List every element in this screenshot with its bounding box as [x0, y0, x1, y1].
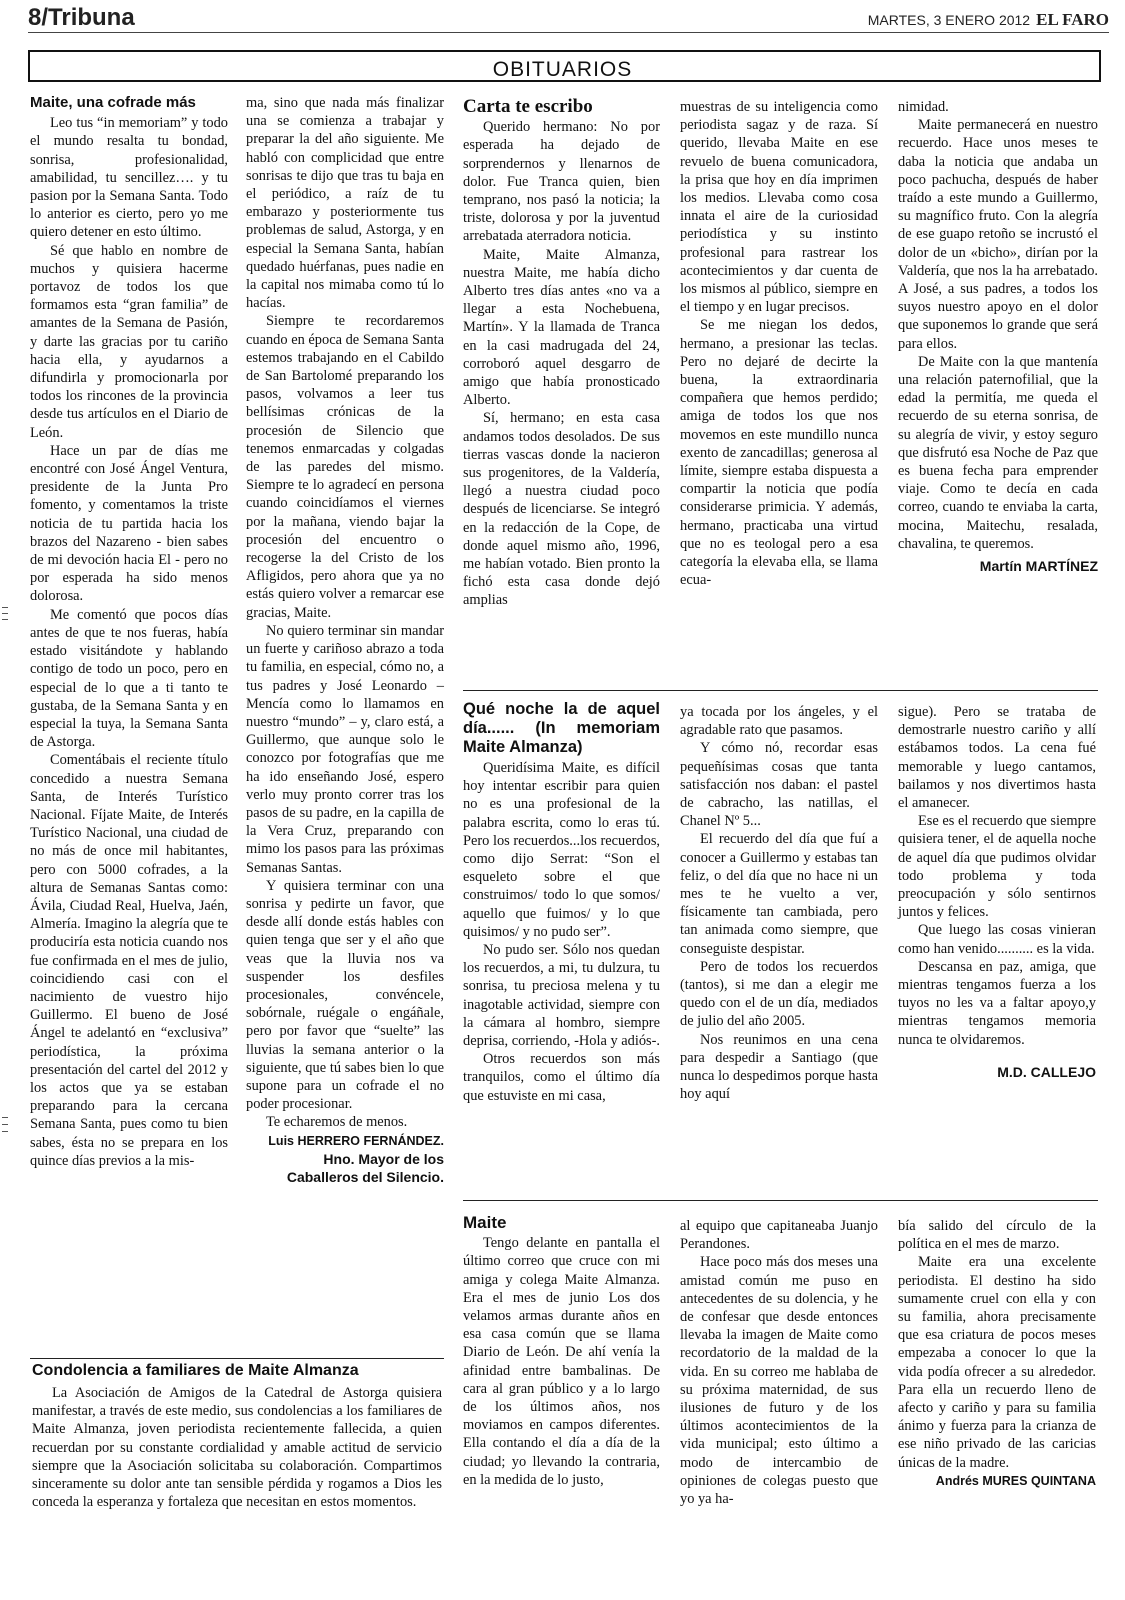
- paragraph: Tengo delante en pantalla el último correo que cruce con mi amiga y colega Maite Almanza. Era el mes de junio Los dos velamos armas durante años en esa casa común que se llama Diario de León. De ahí venía la afinidad entre bambalinas. De cara al gran público y a lo largo de los últimos años, nos moviamos en campos diferentes. Ella contando el día a día de la ciudad; yo llevando la contraria, en la medida de lo justo,: [463, 1235, 660, 1488]
- condolence-title: Condolencia a familiares de Maite Almanza: [32, 1362, 359, 1379]
- paragraph: muestras de su inteligencia como periodista sagaz y de raza. Sí querido, llevaba Maite en ese revuelo de buena comunicadora, la prisa que hoy en día imprimen los medios. Llevaba como cosa innata el aire de la curiosidad periodística y su instinto profesional para rastrear los acontecimientos y dar cuenta de los mismos al público, siempre en el tiempo y en lugar precisos.: [680, 99, 878, 316]
- article-2-col-2: [680, 98, 878, 589]
- paragraph: Hace un par de días me encontré con José Ángel Ventura, presidente de la Junta Pro fomento, y comentamos la triste noticia de tu partida hacia los brazos del Nazareno - bien sabes de mi devoción hacia El - pero no por esperada ha sido menos dolorosa.: [30, 442, 228, 605]
- article-3-signature: M.D. CALLEJO: [997, 1063, 1096, 1080]
- paragraph: Me comentó que pocos días antes de que te nos fueras, había estado visitándote y hablando contigo de todo un poco, pero en especial de lo que a ti tanto te gustaba, de la Semana Santa y en especial la tuya, la Semana Santa de Astorga.: [30, 606, 228, 751]
- divider: [463, 1200, 1098, 1201]
- article-3-title: Qué noche la de aquel día...... (In memoriam Maite Almanza): [463, 700, 660, 756]
- margin-mark: [2, 619, 8, 620]
- issue-date: MARTES, 3 ENERO 2012: [867, 12, 1031, 28]
- margin-mark: [2, 607, 8, 608]
- article-4-signature: Andrés MURES QUINTANA: [935, 1473, 1096, 1488]
- page-dateline: [868, 10, 1109, 30]
- article-1-col-1: [30, 94, 228, 1170]
- condolence-body: [32, 1384, 442, 1511]
- paragraph: Te echaremos de menos.: [266, 1114, 408, 1131]
- newspaper-name: EL FARO: [1036, 10, 1109, 29]
- paragraph: Siempre te recordaremos cuando en época de Semana Santa estemos trabajando en el Cabildo de San Bartolomé preparando los pasos, volvamos a leer tus bellísimas crónicas de la procesión de Silencio que tenemos enmarcadas y colgadas de las paredes del mismo. Siempre te lo agradecí en persona cuando coincidíamos el viernes por la mañana, viendo bajar la procesión del encuentro o recogerse la del Cristo de los Afligidos, pero ahora que ya no estás quiero volver a remarcar ese gracias, Maite.: [246, 313, 444, 621]
- paragraph: al equipo que capitaneaba Juanjo Perandones.: [680, 1218, 878, 1253]
- article-3-col-2: [680, 703, 878, 1103]
- margin-mark: [2, 613, 8, 614]
- paragraph: No quiero terminar sin mandar un fuerte y cariñoso abrazo a toda tu familia, en especial, cómo no, a tus padres y José Leonardo – Mencía como lo llamamos en nuestro “mundo” – y, claro está, a Guillermo, que aunque solo le conozco por fotografías que me ha ido enseñando José, espero verlo muy pronto correr tras los pasos de su padre, en la capilla de la Vera Cruz, preparando con mimo los pasos para las próximas Semanas Santas.: [246, 622, 444, 876]
- paragraph: Pero de todos los recuerdos (tantos), si me dan a elegir me quedo con el de un día, mediados de julio del año 2005.: [680, 958, 878, 1030]
- paragraph: No pudo ser. Sólo nos quedan los recuerdos, a mi, tu dulzura, tu sonrisa, tu preciosa melena y tu inagotable actividad, siempre con la cámara al hombro, siempre deprisa, corriendo, -Hola y adiós-.: [463, 942, 661, 1050]
- page-section-label: 8/Tribuna: [28, 4, 135, 31]
- paragraph: ma, sino que nada más finalizar una se comienza a trabajar y preparar la del año siguiente. Me habló con complicidad que entre sonrisas te dijo que tras tu baja en el periódico, a raíz de tu embarazo y posteriormente tus problemas de salud, Astorga, y en especial la Semana Santa, habían quedado huérfanas, pues nadie en la capital nos mimaba como tú lo hacías.: [246, 95, 444, 312]
- paragraph: El recuerdo del día que fuí a conocer a Guillermo y estabas tan feliz, o del día que no hace ni un mes te he vuelto a ver, físicamente tan cambiada, pero tan animada como siempre, que conseguiste despistar.: [680, 831, 878, 957]
- margin-mark: [2, 1117, 8, 1118]
- margin-mark: [2, 1124, 8, 1125]
- divider: [463, 690, 1098, 691]
- paragraph: La Asociación de Amigos de la Catedral de Astorga quisiera manifestar, a través de este medio, sus condolencias a los familiares de Maite Almanza, joven periodista recientemente fallecida, a quien recuerdan por su constante cordialidad y amable actitud de servicio siempre que la Asociación solicitaba su colaboración. Compartimos sinceramente su dolor ante tan sensible pérdida y rogamos a Dios les conceda la esperanza y fortaleza que necesitan en estos momentos.: [32, 1385, 442, 1511]
- article-4-col-2: [680, 1217, 878, 1508]
- paragraph: Descansa en paz, amiga, que mientras tengamos fuerza a los tuyos no les va a faltar apoyo,y mientras tengamos memoria nunca te olvidaremos.: [898, 958, 1096, 1048]
- section-title: OBITUARIOS: [492, 58, 633, 81]
- article-1-col-2: [246, 94, 444, 1186]
- paragraph: Leo tus “in memoriam” y todo el mundo resalta tu bondad, sonrisa, profesionalidad, amabilidad, tu sencillez…. y tu pasion por la Semana Santa. Todo lo anterior es cierto, pero yo me quiero detener en esto último.: [30, 115, 228, 241]
- article-3-col-1: [463, 700, 660, 1105]
- paragraph: Se me niegan los dedos, hermano, a presionar las teclas. Pero no dejaré de decirte la buena, la extraordinaria compañera que hemos perdido; amiga de todos los que nos movemos en este mundillo nunca exento de zancadillas; generosa al límite, siempre estaba dispuesta a compartir la noticia que podía considerarse primicia. Y además, hermano, practicaba una virtud que no es teologal pero a esa categoría la elevaba ella, se llama ecua-: [680, 317, 878, 589]
- paragraph: Hace poco más dos meses una amistad común me puso en antecedentes de su dolencia, y he de confesar que desde entonces llevaba la imagen de Maite como recordatorio de la maldad de la vida. En su correo me hablaba de su próxima maternidad, de sus ilusiones de futuro y de los últimos acontecimientos de la vida municipal; esto último a modo de intercambio de opiniones de colegas puesto que yo ya ha-: [680, 1254, 878, 1508]
- article-4-col-3: [898, 1217, 1096, 1490]
- paragraph: Maite era una excelente periodista. El destino ha sido sumamente cruel con ella y con su familia, ahora precisamente que esa criatura de pocos meses empezaba a conocer lo que la vida podía ofrecer a su alrededor. Para ella un recuerdo lleno de afecto y cariño y para su familia ánimo y fuerza para la crianza de ese niño privado de las caricias únicas de la madre.: [898, 1254, 1096, 1471]
- paragraph: bía salido del círculo de la política en el mes de marzo.: [898, 1218, 1096, 1253]
- article-2-col-3: [898, 98, 1098, 575]
- paragraph: Maite permanecerá en nuestro recuerdo. Hace unos meses te daba la noticia que andaba un poco pachucha, después de haber traído a este mundo a Guillermo, su magnífico fruto. Con la alegría de ese guapo retoño se incrustó el dolor de un «bicho», dirían por la Valdería, que nos la ha arrebatado. A José, a sus padres, a todos los suyos nuestro apoyo en el dolor que suponemos lo grande que será para ellos.: [898, 117, 1098, 352]
- paragraph: Nos reunimos en una cena para despedir a Santiago (que nunca lo despedimos porque hasta hoy aquí: [680, 1031, 878, 1103]
- article-2-col-1: [463, 98, 660, 610]
- paragraph: Y quisiera terminar con una sonrisa y pedirte un favor, que desde allí donde estás hables con quien tenga que ser y el año que veas que la lluvia nos va suspender los desfiles procesionales, convéncele, sobórnale, ruégale o engáñale, pero por favor que “suelte” las lluvias la semana anterior o la siguiente, que tú sabes bien lo que supone para un cofrade el no poder procesionar.: [246, 877, 444, 1113]
- paragraph: nimidad.: [898, 99, 949, 115]
- paragraph: Maite, Maite Almanza, nuestra Maite, me había dicho Alberto tres días antes «no va a llegar a esta Nochebuena, Martín». Y la llamada de Tranca en la casi madrugada del 24, corroboró aquel desgarro de amigo que había pronosticado Alberto.: [463, 246, 660, 409]
- paragraph: De Maite con la que mantenía una relación paternofilial, que la edad la permitía, me queda el recuerdo de su eterna sonrisa, de su alegría de vivir, y estoy seguro que disfrutó esa Noche de Paz que es buena fecha para emprender viaje. Como te decía en cada correo, cuando te enviaba la carta, mocina, Maitechu, resalada, chavalina, te queremos.: [898, 353, 1098, 552]
- article-3-col-3: [898, 703, 1096, 1081]
- paragraph: Y cómo nó, recordar esas pequeñísimas cosas que tanta satisfacción nos daban: el pastel de cabracho, las natillas, el Chanel Nº 5...: [680, 740, 878, 830]
- paragraph: Ese es el recuerdo que siempre quisiera tener, el de aquella noche de aquel día que pudimos olvidar todo problema y toda preocupación y sólo sentirnos juntos y felices.: [898, 813, 1096, 921]
- article-4-col-1: [463, 1214, 660, 1489]
- paragraph: Que luego las cosas vinieran como han venido.......... es la vida.: [898, 922, 1096, 957]
- paragraph: Otros recuerdos son más tranquilos, como el último día que estuviste en mi casa,: [463, 1051, 660, 1104]
- paragraph: sigue). Pero se trataba de demostrarle nuestro cariño y allí estábamos todos. La cena fué memorable y luego cantamos, bailamos y nos divertimos hasta el amanecer.: [898, 704, 1096, 812]
- article-1-signature-name: Luis HERRERO FERNÁNDEZ.: [268, 1133, 444, 1148]
- article-2-title: Carta te escribo: [463, 96, 593, 117]
- margin-mark: [2, 1131, 8, 1132]
- paragraph: Querido hermano: No por esperada ha dejado de sorprendernos y llenarnos de dolor. Fue Tranca quien, bien temprano, nos pasó la noticia; la triste, dolorosa y por la juventud arrebatada aterradora noticia.: [463, 119, 660, 245]
- paragraph: Queridísima Maite, es difícil hoy intentar escribir para quien no es una profesional de la palabra escrita, como lo eras tú. Pero los recuerdos...los recuerdos, como dijo Serrat: “Son el esqueleto sobre el que construimos/ todo lo que somos/ aquello que fuimos/ y lo que quisimos/ y no pudo ser”.: [463, 760, 661, 940]
- article-1-title: Maite, una cofrade más: [30, 94, 196, 111]
- article-1-signature-title: Caballeros del Silencio.: [286, 1168, 444, 1185]
- paragraph: ya tocada por los ángeles, y el agradable rato que pasamos.: [680, 704, 878, 739]
- paragraph: Sí, hermano; en esta casa andamos todos desolados. De sus tierras vascas donde la nacieron sus progenitores, de la Valdería, llegó a nuestra ciudad poco después de licenciarse. Se integró en la redacción de la Cope, de donde aquel mismo año, 1996, me habían votado. Bien pronto la fichó esta casa donde dejó amplias: [463, 410, 660, 609]
- article-1-signature-title: Hno. Mayor de los: [323, 1150, 444, 1167]
- article-4-title: Maite: [463, 1213, 507, 1232]
- divider: [30, 1358, 444, 1359]
- article-2-signature: Martín MARTÍNEZ: [979, 558, 1098, 575]
- paragraph: Comentábais el reciente título concedido a nuestra Semana Santa, de Interés Turístico Nacional. Fíjate Maite, de Interés Turístico Nacional, una ciudad de no más de once mil habitantes, pero con 5000 cofrades, a la altura de Semanas Santas como: Ávila, Ciudad Real, Huelva, Jaén, Almería. Imagino la alegría que te produciría esta noticia cuando nos fue confirmada en el mes de julio, coincidiendo casi con el nacimiento de vuestro hijo Guillermo. El bueno de José Ángel te adelantó en “exclusiva” periodística, la próxima presentación del cartel del 2012 y los actos que ya se estaban preparando para la cercana Semana Santa, pues como tu bien sabes, ésta no se prepara en los quince días previos a la mis-: [30, 752, 228, 1169]
- paragraph: Sé que hablo en nombre de muchos y quisiera hacerme portavoz de todos los que formamos esta “gran familia” de amantes de la Semana de Pasión, y darte las gracias por tu cariño hacia ella, y ayudarnos a difundirla y promocionarla por todos los rincones de la provincia desde tus artículos en el Diario de León.: [30, 242, 228, 441]
- header-rule: [28, 32, 1109, 33]
